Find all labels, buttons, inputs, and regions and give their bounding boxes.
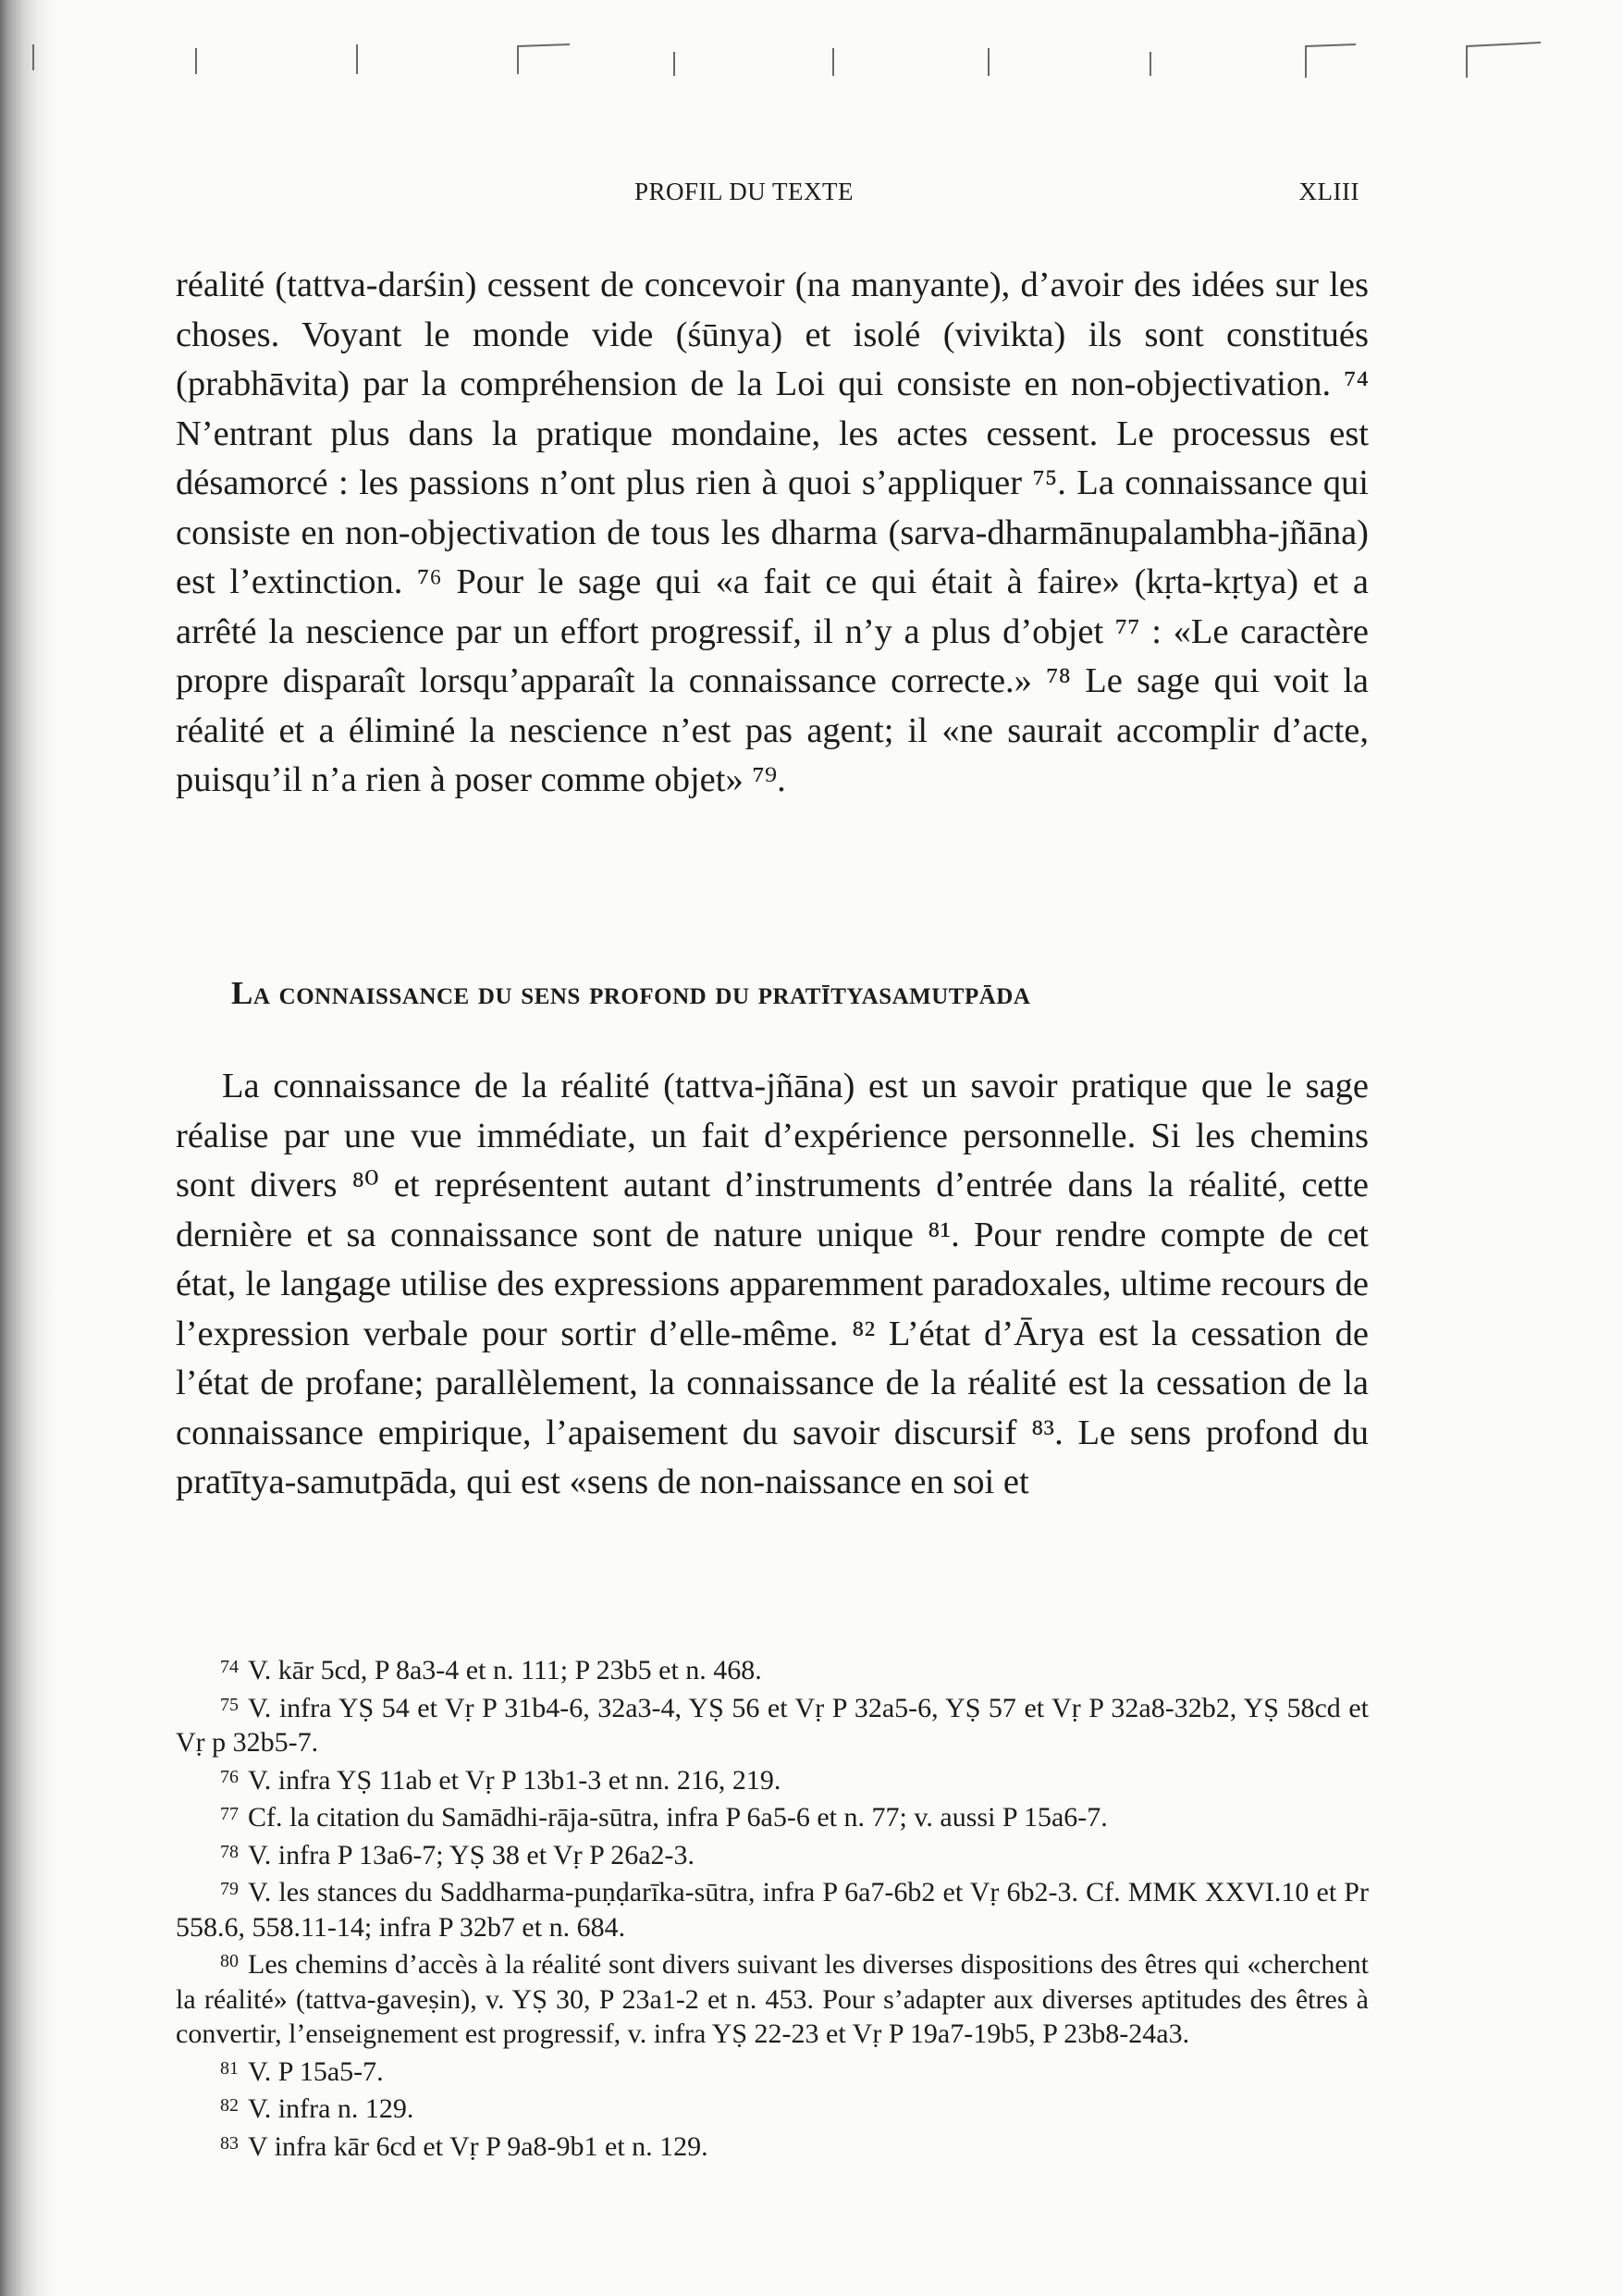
footnote [176, 2089, 1369, 2127]
page-number: XLIII [1298, 178, 1359, 205]
footnote-number: 74 [220, 1657, 239, 1677]
body-paragraph-1: réalité (tattva-darśin) cessent de concevoir (na manyante), d’avoir des idées sur les choses. Voyant le monde vide (śūnya) et isolé (vivikta) ils sont constitués (prabhāvita) par la compréhension de la Loi qui consiste en non-objectivation. ⁷⁴ N’entrant plus dans la pratique mondaine, les actes cessent. Le processus est désamorcé : les passions n’ont plus rien à quoi s’appliquer ⁷⁵. La connaissance qui consiste en non-objectivation de tous les dharma (sarva-dharmānupalambha-jñāna) est l’extinction. ⁷⁶ Pour le sage qui «a fait ce qui était à faire» (kṛta-kṛtya) et a arrêté la nescience par un effort progressif, il n’y a plus d’objet ⁷⁷ : «Le caractère propre disparaît lorsqu’apparaît la connaissance correcte.» ⁷⁸ Le sage qui voit la réalité et a éliminé la nescience n’est pas agent; il «ne saurait accomplir d’acte, puisqu’il n’a rien à poser comme objet» ⁷⁹. [176, 265, 1369, 799]
footnote [176, 1872, 1369, 1944]
footnote [176, 1944, 1369, 2052]
footnote-number: 81 [220, 2057, 239, 2079]
footnote-text: Les chemins d’accès à la réalité sont divers suivant les diverses dispositions des êtres qui «cherchent la réalité» (tattva-gaveṣin), v. YṢ 30, P 23a1-2 et n. 453. Pour s’adapter aux diverses aptitudes des êtres à convertir, l’enseignement est progressif, v. infra YṢ 22-23 et Vṛ P 19a7-19b5, P 23b8-24a3. [176, 1949, 1369, 2049]
footnotes [176, 1650, 1369, 2164]
running-title: PROFIL DU TEXTE [634, 178, 854, 205]
footnote-number: 76 [220, 1766, 239, 1787]
footnote-text: V. les stances du Saddharma-puṇḍarīka-sūtra, infra P 6a7-6b2 et Vṛ 6b2-3. Cf. MMK XXVI.10 et Pr 558.6, 558.11-14; infra P 32b7 et n. 684. [176, 1877, 1369, 1943]
footnote-number: 75 [220, 1694, 239, 1715]
footnote-text: V. infra YṢ 54 et Vṛ P 31b4-6, 32a3-4, YṢ 56 et Vṛ P 32a5-6, YṢ 57 et Vṛ P 32a8-32b2, YṢ 58cd et Vṛ p 32b5-7. [176, 1692, 1369, 1758]
footnote-text: V. infra n. 129. [248, 2093, 414, 2124]
footnote [176, 2127, 1369, 2165]
footnote [176, 2052, 1369, 2090]
footnote-number: 79 [220, 1879, 239, 1899]
footnote-number: 83 [220, 2132, 239, 2154]
scan-top-marks [0, 0, 1623, 93]
footnote-text: V. infra P 13a6-7; YṢ 38 et Vṛ P 26a2-3. [248, 1839, 695, 1870]
footnote [176, 1835, 1369, 1873]
footnote-text: Cf. la citation du Samādhi-rāja-sūtra, infra P 6a5-6 et n. 77; v. aussi P 15a6-7. [248, 1802, 1108, 1833]
footnote [176, 1688, 1369, 1760]
footnote-number: 80 [220, 1951, 239, 1971]
footnote [176, 1797, 1369, 1835]
body-paragraph-2: La connaissance de la réalité (tattva-jñāna) est un savoir pratique que le sage réalise par une vue immédiate, un fait d’expérience personnelle. Si les chemins sont divers ⁸⁰ et représentent autant d’instruments d’entrée dans la réalité, cette dernière et sa connaissance sont de nature unique ⁸¹. Pour rendre compte de cet état, le langage utilise des expressions apparemment paradoxales, ultime recours de l’expression verbale pour sortir d’elle-même. ⁸² L’état d’Ārya est la cessation de l’état de profane; parallèlement, la connaissance de la réalité est la cessation de la connaissance empirique, l’apaisement du savoir discursif ⁸³. Le sens profond du pratītya-samutpāda, qui est «sens de non-naissance en soi et [176, 1067, 1369, 1501]
footnote-text: V. P 15a5-7. [248, 2055, 384, 2087]
page-header [176, 178, 1359, 215]
footnote [176, 1760, 1369, 1798]
section-heading: La connaissance du sens profond du pratītyasamutpāda [231, 975, 1031, 1011]
footnote-number: 77 [220, 1804, 239, 1824]
footnote-text: V. kār 5cd, P 8a3-4 et n. 111; P 23b5 et n. 468. [248, 1655, 762, 1685]
scan-edge [0, 0, 55, 2296]
footnote-text: V infra kār 6cd et Vṛ P 9a8-9b1 et n. 129. [248, 2130, 708, 2162]
footnote-number: 78 [220, 1841, 239, 1862]
footnote-text: V. infra YṢ 11ab et Vṛ P 13b1-3 et nn. 216, 219. [248, 1764, 781, 1796]
footnote [176, 1650, 1369, 1688]
footnote-number: 82 [220, 2095, 239, 2116]
